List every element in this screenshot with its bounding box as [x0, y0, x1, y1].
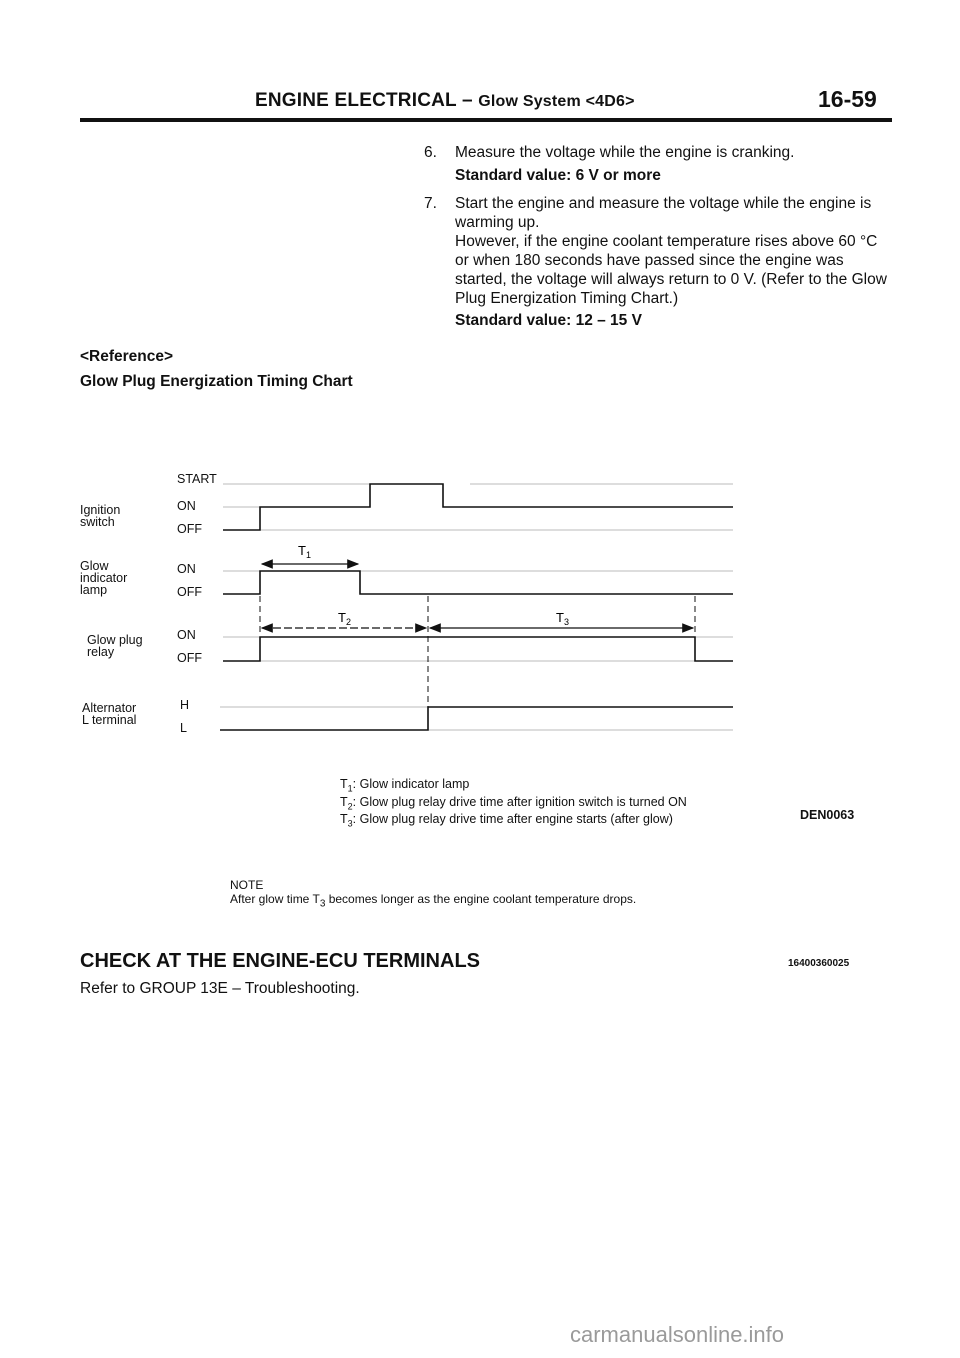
legend-symbol: T: [340, 812, 348, 826]
legend-symbol: T: [340, 777, 348, 791]
figure-code: DEN0063: [800, 808, 855, 822]
page-number: 16-59: [818, 86, 877, 112]
level-label-off: OFF: [177, 651, 202, 665]
legend-subscript: 2: [347, 801, 353, 811]
note-text: [230, 892, 636, 911]
reference-tag: <Reference>: [80, 348, 174, 365]
step-number: 6.: [424, 144, 437, 161]
step-text-line: However, if the engine coolant temperature rises above 60 °C or when 180 seconds have passed since the engine was started, the voltage will always return to 0 V. (Refer to the Glow Plug Energization Timing Chart.): [455, 233, 887, 307]
legend-text: : Glow plug relay drive time after engine starts (after glow): [352, 812, 673, 826]
legend-text: : Glow plug relay drive time after ignition switch is turned ON: [352, 794, 687, 809]
signal-label-line: Glow: [80, 559, 109, 573]
signal-label-line: lamp: [80, 583, 108, 597]
legend-text: : Glow indicator lamp: [352, 777, 470, 791]
legend-item-t3: [340, 813, 687, 831]
section-code: 16400360025: [788, 958, 850, 969]
section-text: Refer to GROUP 13E – Troubleshooting.: [80, 980, 360, 997]
step-text: Measure the voltage while the engine is cranking.: [455, 144, 795, 161]
interval-label-t3: $T_3$: [556, 610, 569, 627]
level-label-h: H: [180, 698, 190, 712]
note-subscript: 3: [319, 898, 326, 910]
signal-label-line: switch: [80, 515, 115, 529]
legend-subscript: 3: [347, 818, 353, 829]
standard-value-7: Standard value: 12 – 15 V: [455, 312, 642, 329]
header-title: ENGINE ELECTRICAL: [255, 90, 457, 111]
header-dash: –: [462, 90, 473, 111]
standard-value-6: Standard value: 6 V or more: [455, 167, 661, 184]
signal-label-line: L terminal: [82, 713, 137, 727]
note-text-part: After glow time T: [230, 892, 320, 906]
interval-label-t1: $T_1$: [298, 543, 311, 560]
waveform-ignition-switch: [223, 484, 733, 530]
note-text-part: becomes longer as the engine coolant temperature drops.: [325, 892, 637, 906]
chart-legend: [340, 778, 687, 831]
reference-title: Glow Plug Energization Timing Chart: [80, 373, 353, 390]
header-subtitle: Glow System <4D6>: [478, 93, 635, 110]
timing-guides: [260, 596, 695, 707]
level-label-off: OFF: [177, 522, 202, 536]
waveform-glow-indicator-lamp: [223, 571, 733, 594]
note-block: [230, 878, 636, 911]
level-label-on: ON: [177, 628, 196, 642]
level-label-l: L: [180, 721, 187, 735]
legend-item-t1: [340, 778, 687, 796]
signal-label-line: Glow plug: [87, 633, 143, 647]
legend-symbol: T: [340, 794, 348, 809]
level-label-on: ON: [177, 562, 196, 576]
signal-label-line: Ignition: [80, 503, 121, 517]
level-label-start: START: [177, 472, 217, 486]
legend-subscript: 1: [347, 783, 353, 794]
interval-label-t2: $T_2$: [338, 610, 351, 627]
reference-lines: [220, 484, 733, 730]
signal-label-line: Alternator: [82, 701, 137, 715]
legend-item-t2: [340, 796, 687, 814]
level-label-off: OFF: [177, 585, 202, 599]
section-title: CHECK AT THE ENGINE-ECU TERMINALS: [80, 950, 480, 972]
signal-label-line: indicator: [80, 571, 128, 585]
waveform-glow-plug-relay: [223, 637, 733, 661]
signal-label-line: relay: [87, 645, 115, 659]
step-text-line: Start the engine and measure the voltage while the engine is warming up.: [455, 195, 872, 231]
watermark: carmanualsonline.info: [570, 1322, 785, 1347]
note-label: NOTE: [230, 878, 264, 892]
waveform-alternator-l-terminal: [220, 707, 733, 730]
step-number: 7.: [424, 195, 437, 212]
level-label-on: ON: [177, 499, 196, 513]
